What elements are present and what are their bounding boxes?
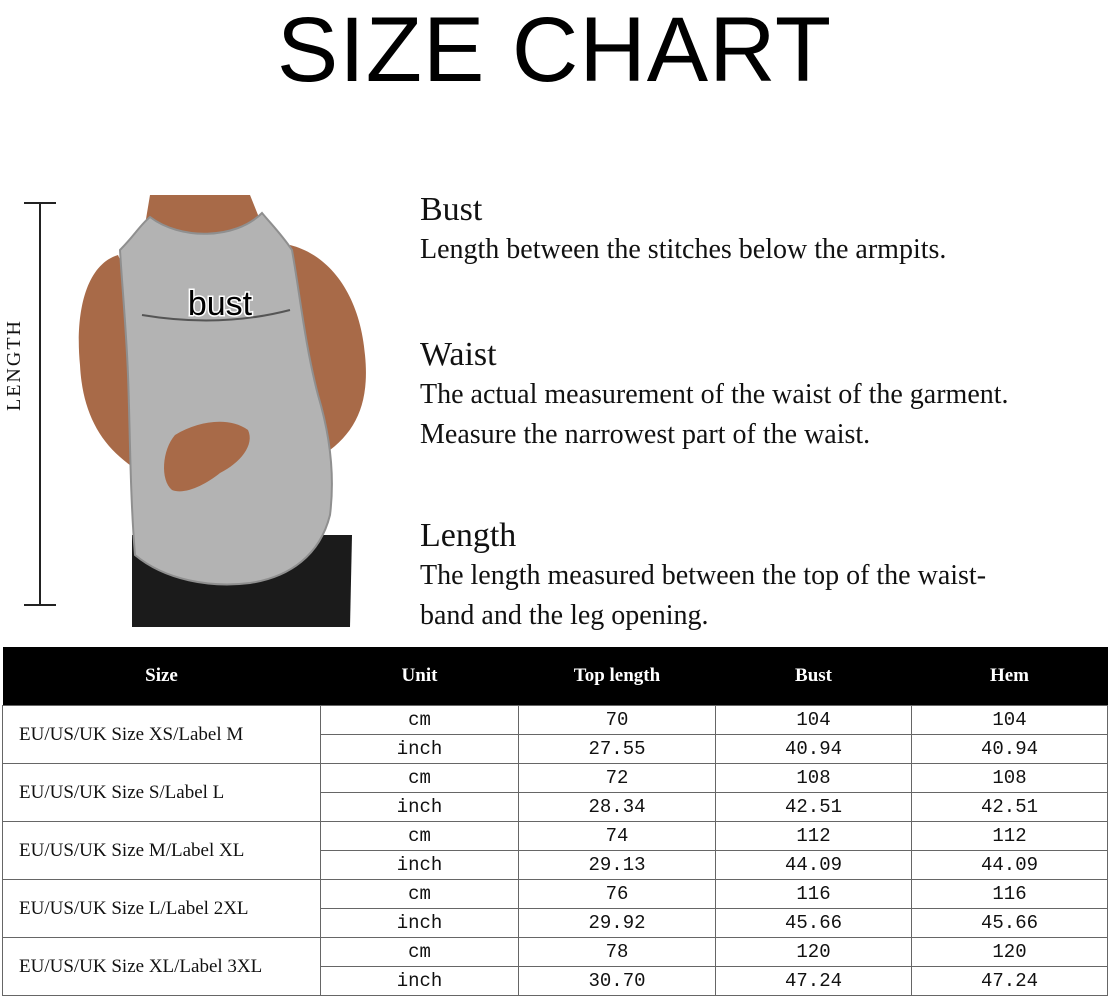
size-name-cell: EU/US/UK Size S/Label L bbox=[3, 764, 321, 822]
unit-cell: cm bbox=[321, 938, 519, 967]
table-row bbox=[3, 822, 1108, 851]
definition-heading: Bust bbox=[420, 191, 483, 228]
top-length-cell: 29.92 bbox=[519, 909, 716, 938]
table-row bbox=[3, 764, 1108, 793]
hem-cell: 42.51 bbox=[912, 793, 1108, 822]
unit-cell: inch bbox=[321, 793, 519, 822]
bust-cell: 104 bbox=[716, 706, 912, 735]
top-length-cell: 70 bbox=[519, 706, 716, 735]
unit-cell: cm bbox=[321, 706, 519, 735]
bust-cell: 116 bbox=[716, 880, 912, 909]
hem-cell: 104 bbox=[912, 706, 1108, 735]
definition-waist bbox=[420, 335, 1109, 455]
garment-figure bbox=[0, 195, 380, 630]
unit-cell: inch bbox=[321, 851, 519, 880]
hem-cell: 108 bbox=[912, 764, 1108, 793]
header-size: Size bbox=[3, 647, 321, 706]
unit-cell: cm bbox=[321, 822, 519, 851]
size-table bbox=[2, 647, 1108, 996]
hem-cell: 44.09 bbox=[912, 851, 1108, 880]
size-name-cell: EU/US/UK Size M/Label XL bbox=[3, 822, 321, 880]
bust-cell: 44.09 bbox=[716, 851, 912, 880]
table-row bbox=[3, 880, 1108, 909]
page-title: SIZE CHART bbox=[276, 0, 833, 101]
bust-cell: 47.24 bbox=[716, 967, 912, 996]
size-name-cell: EU/US/UK Size XL/Label 3XL bbox=[3, 938, 321, 996]
table-header-row bbox=[3, 647, 1108, 706]
hem-cell: 47.24 bbox=[912, 967, 1108, 996]
top-length-cell: 27.55 bbox=[519, 735, 716, 764]
header-top-length: Top length bbox=[519, 647, 716, 706]
hem-cell: 45.66 bbox=[912, 909, 1108, 938]
definition-bust bbox=[420, 190, 1109, 270]
top-length-cell: 30.70 bbox=[519, 967, 716, 996]
bust-label: bust bbox=[187, 285, 253, 323]
header-bust: Bust bbox=[716, 647, 912, 706]
definition-text: The length measured between the top of the waist- bbox=[420, 560, 987, 591]
size-name-cell: EU/US/UK Size XS/Label M bbox=[3, 706, 321, 764]
definition-heading: Waist bbox=[420, 336, 497, 373]
top-length-cell: 76 bbox=[519, 880, 716, 909]
hem-cell: 40.94 bbox=[912, 735, 1108, 764]
top-length-cell: 78 bbox=[519, 938, 716, 967]
hem-cell: 120 bbox=[912, 938, 1108, 967]
definition-length bbox=[420, 516, 1109, 636]
table-row bbox=[3, 706, 1108, 735]
unit-cell: inch bbox=[321, 967, 519, 996]
size-name-cell: EU/US/UK Size L/Label 2XL bbox=[3, 880, 321, 938]
top-length-cell: 28.34 bbox=[519, 793, 716, 822]
definition-text: The actual measurement of the waist of the garment. bbox=[420, 379, 1009, 410]
unit-cell: inch bbox=[321, 909, 519, 938]
header-hem: Hem bbox=[912, 647, 1108, 706]
length-label: LENGTH bbox=[3, 319, 25, 411]
bust-cell: 40.94 bbox=[716, 735, 912, 764]
top-length-cell: 74 bbox=[519, 822, 716, 851]
hem-cell: 112 bbox=[912, 822, 1108, 851]
top-length-cell: 29.13 bbox=[519, 851, 716, 880]
tank-top-illustration bbox=[0, 195, 380, 630]
bust-cell: 120 bbox=[716, 938, 912, 967]
top-length-cell: 72 bbox=[519, 764, 716, 793]
bust-cell: 112 bbox=[716, 822, 912, 851]
definition-text: Measure the narrowest part of the waist. bbox=[420, 419, 871, 450]
bust-cell: 45.66 bbox=[716, 909, 912, 938]
bust-cell: 42.51 bbox=[716, 793, 912, 822]
definition-heading: Length bbox=[420, 517, 517, 554]
definition-text: band and the leg opening. bbox=[420, 600, 709, 631]
unit-cell: cm bbox=[321, 880, 519, 909]
header-unit: Unit bbox=[321, 647, 519, 706]
unit-cell: cm bbox=[321, 764, 519, 793]
table-row bbox=[3, 938, 1108, 967]
bust-cell: 108 bbox=[716, 764, 912, 793]
hem-cell: 116 bbox=[912, 880, 1108, 909]
definition-text: Length between the stitches below the armpits. bbox=[420, 234, 947, 265]
unit-cell: inch bbox=[321, 735, 519, 764]
